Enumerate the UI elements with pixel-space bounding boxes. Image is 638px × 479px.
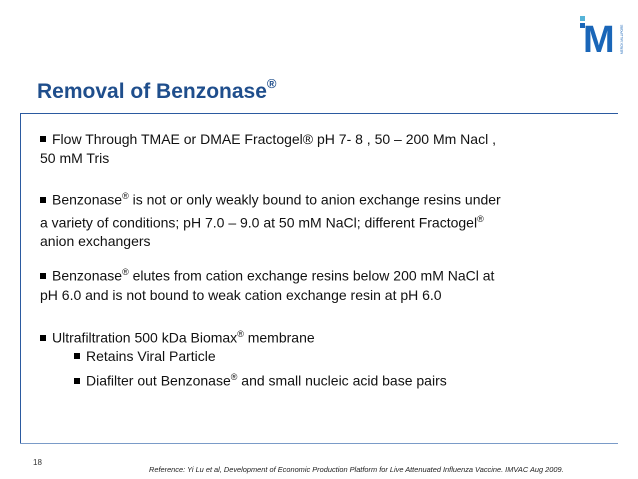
bullet-square-icon bbox=[40, 335, 46, 341]
bullet-cation-exchange: Benzonase® elutes from cation exchange resins below 200 mM NaCl at pH 6.0 and is not bound to weak cation exchange resin at pH 6.0 bbox=[40, 267, 495, 303]
reference-citation: Reference: Yi Lu et al, Development of Economic Production Platform for Live Attenuated Influenza Vaccine. IMVAC Aug 2009. bbox=[149, 465, 564, 474]
bullet-flow-through: Flow Through TMAE or DMAE Fractogel® pH 7- 8 , 50 – 200 Mm Nacl , 50 mM Tris bbox=[40, 131, 496, 166]
bullet-square-icon bbox=[40, 273, 46, 279]
bullet-square-icon bbox=[40, 136, 46, 142]
subbullet-diafilter: Diafilter out Benzonase® and small nucleic acid base pairs bbox=[74, 368, 447, 391]
left-rule bbox=[20, 113, 21, 443]
logo-m-icon bbox=[577, 14, 627, 58]
bullet-square-icon bbox=[40, 197, 46, 203]
bottom-rule bbox=[20, 443, 618, 444]
merck-millipore-logo bbox=[577, 14, 627, 58]
bullet-ultrafiltration: Ultrafiltration 500 kDa Biomax® membrane bbox=[40, 325, 600, 348]
title-rule bbox=[20, 113, 618, 114]
svg-text:M: M bbox=[583, 19, 615, 58]
bullet-anion-exchange: Benzonase® is not or only weakly bound to anion exchange resins under a variety of conditions; pH 7.0 – 9.0 at 50 mM NaCl; different Fractogel® anion exchangers bbox=[40, 191, 501, 250]
bullet-square-icon bbox=[74, 378, 80, 384]
page-number: 18 bbox=[33, 458, 42, 467]
bullet-square-icon bbox=[74, 353, 80, 359]
slide-title: Removal of Benzonase® bbox=[37, 76, 277, 103]
svg-text:MERCK MILLIPORE: MERCK MILLIPORE bbox=[620, 24, 624, 54]
subbullet-viral-particle: Retains Viral Particle bbox=[74, 347, 216, 366]
